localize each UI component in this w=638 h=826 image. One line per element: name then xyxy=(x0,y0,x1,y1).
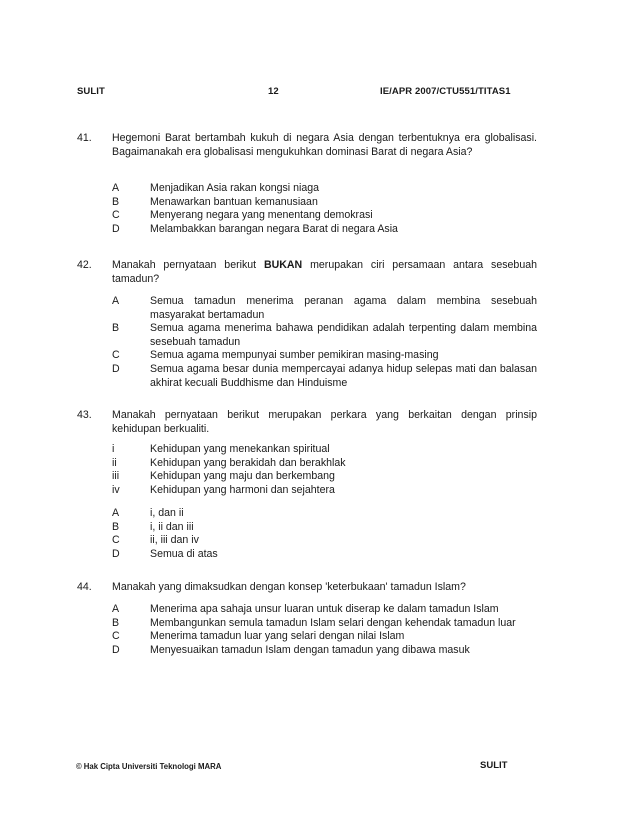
option-b xyxy=(112,196,537,210)
statement-iii xyxy=(112,470,537,484)
option-a xyxy=(112,182,537,196)
option-a xyxy=(112,603,537,617)
option-b xyxy=(112,322,537,349)
option-text: Semua agama menerima bahawa pendidikan adalah terpenting dalam membina sesebuah tamadun xyxy=(150,322,537,348)
option-b xyxy=(112,617,537,631)
option-label: B xyxy=(112,322,120,335)
option-label: A xyxy=(112,295,120,307)
option-label: B xyxy=(112,520,120,533)
question-number: 44. xyxy=(77,581,92,593)
statement-label: iii xyxy=(112,470,120,483)
statement-text: Kehidupan yang menekankan spiritual xyxy=(150,443,330,455)
option-c xyxy=(112,209,537,223)
footer-classification: SULIT xyxy=(480,760,508,771)
option-c xyxy=(112,349,537,363)
option-text: Semua tamadun menerima peranan agama dalam membina sesebuah masyarakat bertamadun xyxy=(150,295,537,321)
question-text-after: merupakan ciri persamaan antara sesebuah tamadun? xyxy=(112,259,537,285)
option-label: D xyxy=(112,547,120,560)
page-number: 12 xyxy=(268,86,279,97)
option-label: D xyxy=(112,222,120,235)
question-text: Manakah pernyataan berikut merupakan perkara yang berkaitan dengan prinsip kehidupan berkualiti. xyxy=(112,409,537,435)
statement-text: Kehidupan yang harmoni dan sejahtera xyxy=(150,483,335,496)
option-d xyxy=(112,644,537,658)
option-text: Menyerang negara yang menentang demokrasi xyxy=(150,209,373,222)
option-label: D xyxy=(112,643,120,656)
question-text-before: Manakah pernyataan berikut xyxy=(112,259,264,271)
question-number: 42. xyxy=(77,259,92,271)
option-label: A xyxy=(112,182,120,194)
option-a xyxy=(112,295,537,322)
question-text: Manakah yang dimaksudkan dengan konsep 'keterbukaan' tamadun Islam? xyxy=(112,581,466,593)
option-b xyxy=(112,521,537,535)
option-text: i, ii dan iii xyxy=(150,520,194,533)
statement-text: Kehidupan yang maju dan berkembang xyxy=(150,470,335,483)
option-text: Menjadikan Asia rakan kongsi niaga xyxy=(150,182,320,194)
option-text: Semua agama mempunyai sumber pemikiran masing-masing xyxy=(150,349,439,362)
option-label: B xyxy=(112,195,120,208)
question-text-emphasis: BUKAN xyxy=(263,259,303,271)
option-text: Semua di atas xyxy=(150,547,218,560)
option-label: B xyxy=(112,616,120,629)
question-text: Hegemoni Barat bertambah kukuh di negara Asia dengan terbentuknya era globalisasi. Bagaimanakah era globalisasi mengukuhkan dominasi Barat di negara Asia? xyxy=(112,132,537,158)
statement-ii xyxy=(112,457,537,471)
option-text: Menerima apa sahaja unsur luaran untuk diserap ke dalam tamadun Islam xyxy=(150,603,499,615)
option-text: Menerima tamadun luar yang selari dengan nilai Islam xyxy=(150,630,405,643)
option-text: i, dan ii xyxy=(150,507,184,519)
copyright-icon: © xyxy=(76,762,82,771)
question-number: 43. xyxy=(77,409,92,421)
statement-i xyxy=(112,443,537,457)
option-a xyxy=(112,507,537,521)
statement-label: ii xyxy=(112,456,117,469)
option-text: Melambakkan barangan negara Barat di negara Asia xyxy=(150,222,398,235)
option-c xyxy=(112,534,537,548)
paper-code: IE/APR 2007/CTU551/TITAS1 xyxy=(380,86,511,97)
statements-list xyxy=(112,443,537,497)
statement-text: Kehidupan yang berakidah dan berakhlak xyxy=(150,456,346,469)
option-d xyxy=(112,223,537,237)
options-list xyxy=(112,295,537,390)
question-number: 41. xyxy=(77,132,92,144)
option-text: Semua agama besar dunia mempercayai adanya hidup selepas mati dan balasan akhirat kecuali Buddhisme dan Hinduisme xyxy=(150,362,537,389)
option-text: Membangunkan semula tamadun Islam selari dengan kehendak tamadun luar xyxy=(150,616,516,629)
option-text: ii, iii dan iv xyxy=(150,534,199,547)
header-classification: SULIT xyxy=(77,86,105,97)
option-label: D xyxy=(112,362,120,375)
statement-label: i xyxy=(112,443,115,455)
copyright-text: Hak Cipta Universiti Teknologi MARA xyxy=(83,762,222,771)
option-label: C xyxy=(112,349,120,362)
options-list xyxy=(112,603,537,657)
options-list xyxy=(112,182,537,236)
option-d xyxy=(112,548,537,562)
question-text xyxy=(112,259,537,286)
option-label: C xyxy=(112,209,120,222)
statement-label: iv xyxy=(112,483,120,496)
options-list xyxy=(112,507,537,561)
option-label: C xyxy=(112,534,120,547)
option-label: A xyxy=(112,603,120,615)
copyright-notice xyxy=(76,762,221,771)
option-text: Menawarkan bantuan kemanusiaan xyxy=(150,195,318,208)
option-label: A xyxy=(112,507,120,519)
option-text: Menyesuaikan tamadun Islam dengan tamadun yang dibawa masuk xyxy=(150,643,470,656)
option-label: C xyxy=(112,630,120,643)
option-c xyxy=(112,630,537,644)
statement-iv xyxy=(112,484,537,498)
option-d xyxy=(112,363,537,390)
